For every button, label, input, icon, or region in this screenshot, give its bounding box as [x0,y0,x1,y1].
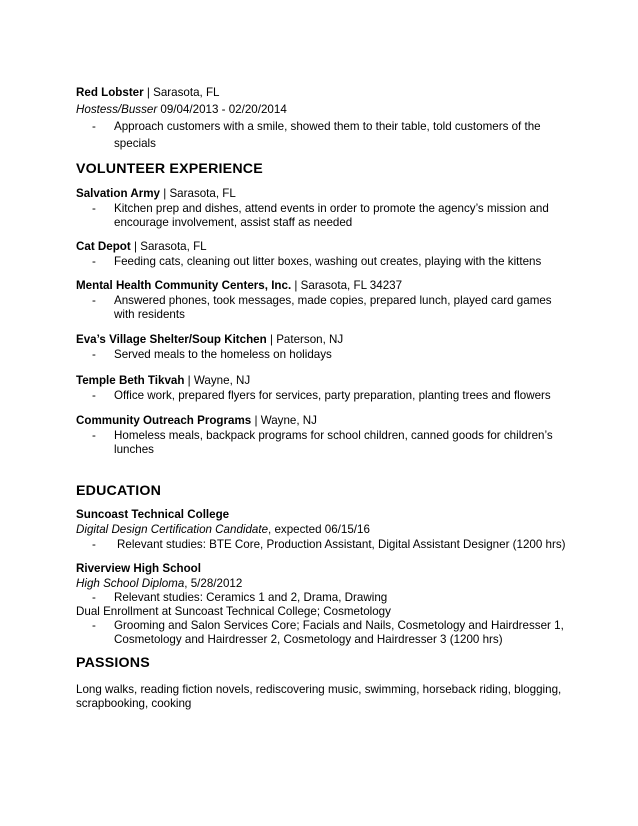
entry-header [76,279,402,293]
bullet-text: Relevant studies: Ceramics 1 and 2, Drama, Drawing [114,591,388,604]
entry-header [76,414,317,428]
bullet-text: Grooming and Salon Services Core; Facials and Nails, Cosmetology and Hairdresser 1, [114,619,564,632]
bullet-text-cont: encourage involvement, assist staff as needed [114,216,353,229]
org-name: Eva’s Village Shelter/Soup Kitchen [76,333,267,346]
bullet-text-cont: specials [114,137,156,150]
passions-text-line: Long walks, reading fiction novels, rediscovering music, swimming, horseback riding, blogging, [76,683,562,696]
separator: | [266,333,277,346]
bullet-text: Relevant studies: BTE Core, Production Assistant, Digital Assistant Designer (1200 hrs) [117,538,566,551]
job-title-line [76,103,287,117]
org-name: Mental Health Community Centers, Inc. [76,279,292,292]
bullet-marker: - [92,202,96,215]
entry-header [76,333,343,347]
bullet-text: Homeless meals, backpack programs for school children, canned goods for children’s [114,429,553,442]
bullet-text: Answered phones, took messages, made copies, prepared lunch, played card games [114,294,552,307]
bullet-marker: - [92,348,96,361]
job-title: Hostess/Busser [76,103,158,116]
employer-location: Sarasota, FL [153,86,220,99]
dual-enrollment: Dual Enrollment at Suncoast Technical College; Cosmetology [76,605,391,618]
job-dates: 09/04/2013 - 02/20/2014 [157,103,287,116]
bullet-marker: - [92,255,96,268]
org-location: Wayne, NJ [193,374,251,387]
separator: | [130,240,141,253]
org-location: Sarasota, FL [169,187,236,200]
bullet-marker: - [92,538,96,551]
bullet-text: Office work, prepared flyers for services, party preparation, planting trees and flowers [114,389,551,402]
degree-date: , 5/28/2012 [184,577,243,590]
bullet-marker: - [92,294,96,307]
separator: | [291,279,301,292]
bullet-text: Served meals to the homeless on holidays [114,348,332,361]
degree-line [76,523,370,537]
org-location: Sarasota, FL 34237 [300,279,403,292]
bullet-text: Feeding cats, cleaning out litter boxes, washing out creates, playing with the kittens [114,255,542,268]
bullet-text-cont: Cosmetology and Hairdresser 2, Cosmetology and Hairdresser 3 (1200 hrs) [114,633,503,646]
bullet-text: Kitchen prep and dishes, attend events in order to promote the agency’s mission and [114,202,549,215]
org-name: Community Outreach Programs [76,414,252,427]
separator: | [184,374,194,387]
separator: | [143,86,154,99]
bullet-marker: - [92,619,96,632]
degree-date: , expected 06/15/16 [268,523,370,536]
entry-header [76,240,207,254]
entry-header [76,374,250,388]
org-location: Wayne, NJ [260,414,317,427]
degree-line [76,577,242,591]
section-heading-volunteer: VOLUNTEER EXPERIENCE [76,161,263,177]
bullet-marker: - [92,429,96,442]
org-location: Paterson, NJ [276,333,344,346]
school-name: Suncoast Technical College [76,508,230,521]
org-name: Temple Beth Tikvah [76,374,185,387]
bullet-text-cont: with residents [114,308,185,321]
bullet-text-cont: lunches [114,443,154,456]
separator: | [159,187,170,200]
bullet-marker: - [92,120,96,133]
school-name: Riverview High School [76,562,201,575]
employer-name: Red Lobster [76,86,144,99]
degree: Digital Design Certification Candidate [76,523,269,536]
bullet-marker: - [92,389,96,402]
separator: | [251,414,261,427]
degree: High School Diploma [76,577,185,590]
org-name: Cat Depot [76,240,131,253]
org-location: Sarasota, FL [140,240,207,253]
section-heading-passions: PASSIONS [76,655,150,671]
passions-text-line: scrapbooking, cooking [76,697,192,710]
section-heading-education: EDUCATION [76,483,162,499]
job-header-red-lobster [76,86,220,100]
entry-header [76,187,236,201]
bullet-marker: - [92,591,96,604]
org-name: Salvation Army [76,187,160,200]
bullet-text: Approach customers with a smile, showed them to their table, told customers of the [114,120,541,133]
